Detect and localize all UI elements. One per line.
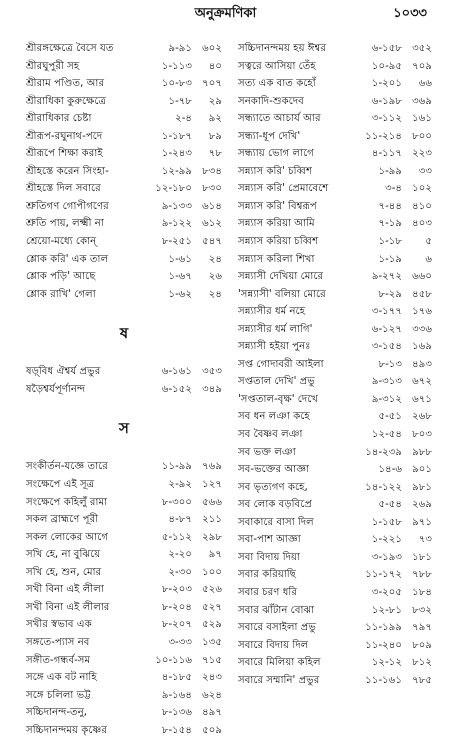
index-entry	[238, 531, 432, 549]
entry-page: ৫০৯	[202, 724, 222, 736]
entry-reference: ৮-৩০০	[161, 496, 192, 508]
index-entry	[238, 321, 432, 339]
entry-text: সন্ন্যাস করি' প্রেমাবেশে	[238, 183, 329, 195]
right-index-column	[238, 40, 432, 689]
entry-page: ৬৬০	[412, 271, 432, 283]
entry-page: ১০০	[202, 566, 222, 578]
index-entry	[26, 110, 222, 128]
entry-reference: ২-৯২	[168, 479, 192, 491]
index-entry	[238, 180, 432, 198]
entry-reference: ৯-১২২	[161, 218, 192, 230]
entry-reference: ৮-২৯	[378, 288, 402, 300]
index-entry	[26, 75, 222, 93]
index-entry	[26, 215, 222, 233]
entry-text: সন্ন্যাস করি' বিশ্বরূপ	[238, 200, 317, 212]
entry-reference: ১১-১৬১	[365, 674, 402, 686]
entry-page: ৮০৯	[412, 639, 432, 651]
entry-page: ৯৭	[208, 549, 222, 561]
entry-reference: ১০-১১৬	[155, 654, 192, 666]
entry-text: ষড়্‌বিধ ঐশ্বর্য প্রভুর	[26, 366, 101, 378]
entry-reference: ৩-৩৩	[168, 636, 192, 648]
entry-reference: ৬-১৯৮	[371, 95, 402, 107]
index-entry	[238, 426, 432, 444]
entry-reference: ৯-৯১	[168, 43, 192, 54]
entry-reference: ৮-১৩৬	[161, 707, 192, 719]
index-entry	[238, 338, 432, 356]
entry-reference: ১-২৪৩	[161, 148, 192, 160]
entry-text: শ্রীহস্তে দিল সবারে	[26, 183, 101, 195]
entry-page: ৮০৩	[412, 429, 432, 441]
entry-text: সকল ব্রাহ্মণে পূরী	[26, 514, 99, 526]
entry-text: শ্রীরঙ্গক্ষেত্রে বৈসে যত	[26, 43, 114, 54]
entry-text: সঙ্গীত-গন্ধর্ব-সম	[26, 654, 91, 666]
entry-text: ষড়ৈশ্বর্যপূর্ণানন্দ	[26, 383, 86, 395]
entry-text: সব ভক্ত লঞা	[238, 446, 296, 458]
entry-page: ২৬৮	[412, 411, 432, 423]
index-entry	[238, 215, 432, 233]
entry-reference: ১-১৮৭	[161, 130, 192, 142]
entry-reference: ৮-১৩	[378, 358, 402, 370]
section-gap	[26, 398, 222, 416]
entry-page: ৮১২	[412, 657, 432, 669]
entry-reference: ১-১১৩	[161, 60, 192, 72]
entry-reference: ৬-১৬১	[161, 366, 192, 378]
entry-text: সন্ন্যাস করি' চব্বিশ	[238, 165, 313, 177]
section-gap	[26, 346, 222, 364]
index-entry	[26, 93, 222, 111]
entry-page: ৭৩	[418, 534, 432, 546]
entry-reference: ১০-৯৫	[371, 60, 402, 72]
entry-reference: ৫-৫৪	[378, 499, 402, 511]
entry-reference: ১-১৮	[378, 236, 402, 248]
entry-reference: ৫-৫১	[378, 411, 402, 423]
entry-page: ৫২৬	[202, 584, 222, 596]
index-entry	[238, 93, 432, 111]
entry-text: সখি হে, শুন, মোর	[26, 566, 102, 578]
entry-text: শ্রীরাধিকা কুরুক্ষেত্রে	[26, 95, 106, 107]
entry-text: শ্রীরঘুপুরী সহ	[26, 60, 80, 72]
entry-page: ৯৭১	[412, 516, 432, 528]
index-entry	[238, 602, 432, 620]
entry-reference: ৮-১৫৪	[161, 724, 192, 736]
entry-text: সঙ্গে চলিলা ভট্ট	[26, 689, 91, 701]
index-entry	[26, 268, 222, 286]
index-entry	[238, 145, 432, 163]
index-entry	[26, 546, 222, 564]
index-entry	[26, 233, 222, 251]
entry-reference: ১২-১২	[371, 657, 402, 669]
entry-page: ৭০৭	[202, 78, 222, 90]
entry-reference: ১-৬৭	[168, 271, 192, 283]
entry-page: ৯০১	[412, 464, 432, 476]
entry-page: ৮৯	[208, 130, 222, 142]
index-entry	[26, 494, 222, 512]
entry-page: ৬৭১	[412, 393, 432, 405]
index-entry	[26, 599, 222, 617]
index-entry	[26, 616, 222, 634]
index-entry	[238, 163, 432, 181]
index-entry	[238, 549, 432, 567]
entry-text: সবা বিদায় দিয়া	[238, 551, 300, 563]
index-entry	[238, 514, 432, 532]
index-entry	[238, 268, 432, 286]
entry-reference: ৭-৪৪	[378, 200, 402, 212]
entry-text: সন্ন্যাস করিয়া চব্বিশ	[238, 236, 319, 248]
entry-page: ৭৬৯	[202, 461, 222, 473]
entry-page: ৭৮৮	[412, 569, 432, 581]
entry-text: শ্লোক করি' এক তাল	[26, 253, 109, 265]
entry-text: সকল লোকের আগে	[26, 531, 109, 543]
entry-page: ৫২৭	[202, 601, 222, 613]
index-entry	[26, 180, 222, 198]
entry-text: সখী বিনা এই লীলা	[26, 584, 104, 596]
entry-reference: ১-২০১	[371, 78, 402, 90]
entry-page: ৩৩	[418, 165, 432, 177]
entry-page: ৪০৩	[412, 218, 432, 230]
entry-page: ১৬৯	[412, 341, 432, 353]
entry-page: ১৬১	[412, 113, 432, 125]
entry-page: ৬	[425, 253, 432, 265]
index-entry	[238, 619, 432, 637]
section-letter: স	[119, 418, 129, 437]
entry-text: সন্ন্যাসীর ধর্ম লাগি'	[238, 323, 313, 335]
entry-text: সন্ধ্যা-ধূপ দেখি'	[238, 130, 301, 142]
entry-reference: ৯-৩১৩	[371, 376, 402, 388]
entry-reference: ৬-১২৭	[371, 323, 402, 335]
entry-text: 'সন্ন্যাসী' বলিয়া মোরে	[238, 288, 326, 300]
index-entry	[238, 373, 432, 391]
entry-page: ৭০৯	[412, 60, 432, 72]
entry-reference: ২-৪	[175, 113, 192, 125]
index-entry	[238, 251, 432, 269]
entry-reference: ১১-১৯৯	[365, 622, 402, 634]
index-entry	[238, 391, 432, 409]
page-header	[0, 4, 451, 26]
entry-page: ৬১৪	[202, 200, 222, 212]
entry-reference: ৮-২০৪	[161, 601, 192, 613]
entry-text: শ্রুতিগণ গোপীগণের	[26, 200, 109, 212]
entry-page: ৪৯৭	[202, 707, 222, 719]
entry-text: সবার ঝাঁটান বোঝা	[238, 604, 315, 616]
index-entry	[238, 637, 432, 655]
entry-text: সচ্চিদানন্দময় হয় ঈশ্বর	[238, 43, 326, 54]
entry-reference: ১১-৯৯	[161, 461, 192, 473]
entry-text: সংক্ষেপে কহিলুঁ রামা	[26, 496, 108, 508]
entry-page: ৪১০	[412, 200, 432, 212]
entry-page: ৩৬৯	[412, 95, 432, 107]
entry-reference: ১১-২৪০	[365, 639, 402, 651]
index-entry	[238, 496, 432, 514]
entry-page: ৭৮	[208, 148, 222, 160]
entry-page: ২৬	[208, 271, 222, 283]
entry-reference: ৯-১৩৩	[161, 200, 192, 212]
entry-text: সবারে মিলিয়া কহিল	[238, 657, 321, 669]
entry-page: ৬২৪	[202, 689, 222, 701]
entry-reference: ৭-১৯	[378, 218, 402, 230]
entry-reference: ১১-১৭২	[365, 569, 402, 581]
entry-page: ১৩৫	[202, 636, 222, 648]
entry-text: সন্ন্যাস করিলা শিখা	[238, 253, 315, 265]
index-entry	[238, 198, 432, 216]
entry-text: সব লোক বড়বিপ্রে	[238, 499, 312, 511]
index-entry	[238, 286, 432, 304]
entry-page: ৪০	[208, 60, 222, 72]
entry-reference: ৩-১৭৭	[371, 306, 402, 318]
entry-reference: ৪-১১৭	[371, 148, 402, 160]
entry-text: সংক্ষেপে এই সূত্র	[26, 479, 95, 491]
entry-text: শ্রীরাধিকার চেষ্টা	[26, 113, 92, 125]
entry-reference: ১-৬২	[168, 288, 192, 300]
entry-page: ১৭৬	[412, 306, 432, 318]
index-entry	[26, 669, 222, 687]
section-gap	[26, 441, 222, 459]
index-entry	[238, 408, 432, 426]
entry-page: ৩৫৩	[202, 366, 222, 378]
entry-page: ৪৯৩	[412, 358, 432, 370]
entry-text: সঙ্গতে-প্যাস নব	[26, 636, 90, 648]
index-entry	[26, 476, 222, 494]
entry-page: ৪৫৮	[412, 288, 432, 300]
index-entry	[26, 687, 222, 705]
index-entry	[26, 145, 222, 163]
index-entry	[26, 511, 222, 529]
entry-reference: ১২-৮১	[371, 604, 402, 616]
index-entry	[26, 40, 222, 58]
entry-page: ৩৫২	[412, 43, 432, 54]
entry-text: সচ্চিদানন্দময় কৃষ্ণের	[26, 724, 107, 736]
entry-text: সন্ন্যাসী হইয়া পুনঃ	[238, 341, 311, 353]
entry-page: ১৮১	[412, 551, 432, 563]
entry-reference: ৯-২৭২	[371, 271, 402, 283]
entry-reference: ১-১৯	[378, 253, 402, 265]
entry-reference: ৫-১১২	[161, 531, 192, 543]
entry-text: শ্রুতি পায়, লক্ষ্মী না	[26, 218, 104, 230]
entry-text: সব ভৃত্যগণ কহে,	[238, 481, 308, 493]
entry-text: সন্ধ্যায় ভোগ লাগে	[238, 148, 314, 160]
index-entry	[26, 652, 222, 670]
entry-text: সখী বিনা এই লীলার	[26, 601, 110, 613]
entry-reference: ৯-১৬৪	[161, 689, 192, 701]
entry-text: সন্ন্যাসীর ধর্ম নহে	[238, 306, 306, 318]
entry-text: সঙ্গে এক বট নাহি	[26, 672, 97, 684]
entry-text: শ্রীরূপে শিক্ষা করাই	[26, 148, 103, 160]
section-gap	[26, 303, 222, 321]
entry-text: সন্ধ্যাতে আচার্য আর	[238, 113, 321, 125]
entry-reference: ৩-১৯৩	[371, 551, 402, 563]
entry-text: সব-ভক্তের আজ্ঞা	[238, 464, 310, 476]
entry-reference: ১৪-২৩৯	[365, 446, 402, 458]
index-entry	[26, 363, 222, 381]
entry-page: ৮০০	[412, 130, 432, 142]
entry-reference: ৩-৪	[385, 183, 402, 195]
entry-text: সন্ন্যাস করিয়া আমি	[238, 218, 315, 230]
entry-text: সপ্ততাল দেখি' প্রভু	[238, 376, 315, 388]
index-entry	[238, 461, 432, 479]
entry-page: ৩৩৬	[412, 323, 432, 335]
entry-text: শ্লোক রাখি' গেলা	[26, 288, 96, 300]
index-entry	[26, 722, 222, 739]
entry-page: ১০২	[412, 183, 432, 195]
entry-reference: ১১-২১৪	[365, 130, 402, 142]
entry-page: ৭৯৭	[412, 622, 432, 634]
entry-text: সবারে সম্মানি' প্রভুর	[238, 674, 320, 686]
left-index-column	[26, 40, 222, 739]
index-entry	[26, 564, 222, 582]
entry-text: সবার করিয়াছি	[238, 569, 296, 581]
entry-page: ৬৬	[418, 78, 432, 90]
entry-reference: ৪-৮৭	[168, 514, 192, 526]
entry-text: সনকাদি-শুকদেব	[238, 95, 304, 107]
entry-page: ৬৭২	[412, 376, 432, 388]
entry-reference: ৪-১৮৫	[161, 672, 192, 684]
entry-reference: ১-১৫৮	[371, 516, 402, 528]
entry-text: শ্রীহস্তে করেন সিংহা-	[26, 165, 109, 177]
entry-page: ২৬৯	[412, 499, 432, 511]
entry-reference: ৬-১৫৮	[371, 43, 402, 54]
entry-page: ৮৩২	[412, 604, 432, 616]
entry-page: ৮৩০	[202, 183, 222, 195]
entry-text: সখীর স্বভাব এক	[26, 619, 92, 631]
entry-page: ৬১২	[202, 218, 222, 230]
index-entry	[238, 584, 432, 602]
entry-text: সখি হে, না বুঝিয়ে	[26, 549, 101, 561]
entry-page: ২২৩	[412, 148, 432, 160]
entry-reference: ৬-১৫২	[161, 383, 192, 395]
entry-page: ২৪৩	[202, 672, 222, 684]
entry-text: 'সপ্ততাল-বৃক্ষ' দেখে	[238, 393, 318, 405]
entry-reference: ৮-২০৩	[161, 584, 192, 596]
entry-page: ৫	[425, 236, 432, 248]
entry-text: সংকীর্তন-যজ্ঞে তারে	[26, 461, 108, 473]
entry-reference: ১৪-১২২	[365, 481, 402, 493]
entry-text: শ্রীরূপ-রঘুনাথ-পদে	[26, 130, 103, 142]
index-entry	[238, 233, 432, 251]
entry-text: শ্রেয়ো-মধ্যে কোন্	[26, 236, 97, 248]
entry-page: ৫৪৭	[202, 236, 222, 248]
entry-text: সব ধন লঞা কহে	[238, 411, 310, 423]
entry-page: ২৪	[208, 253, 222, 265]
entry-reference: ২-২০	[168, 549, 192, 561]
index-entry	[238, 110, 432, 128]
index-entry	[26, 128, 222, 146]
index-entry	[26, 198, 222, 216]
page-number: ১০৩৩	[393, 6, 427, 21]
entry-text: সত্য এক বাত কহোঁ	[238, 78, 316, 90]
entry-page: ২১১	[202, 514, 222, 526]
entry-page: ১২৭	[202, 479, 222, 491]
entry-reference: ১-৬১	[168, 253, 192, 265]
entry-reference: ৩-২০৫	[371, 586, 402, 598]
index-entry	[238, 40, 432, 58]
entry-page: ৯২	[208, 113, 222, 125]
entry-page: ৫২৯	[202, 619, 222, 631]
entry-page: ৭৮৫	[412, 674, 432, 686]
entry-text: সচ্চিদানন্দ-তনু,	[26, 707, 88, 719]
entry-reference: ১২-১৮০	[155, 183, 192, 195]
entry-reference: ১০-৮৩	[161, 78, 192, 90]
index-entry	[238, 654, 432, 672]
index-entry	[26, 704, 222, 722]
index-entry	[26, 458, 222, 476]
index-entry	[238, 672, 432, 690]
entry-reference: ৩-১১২	[371, 113, 402, 125]
entry-text: সবার চরণ ধরি	[238, 586, 297, 598]
entry-text: সবারে বিদায় দিল	[238, 639, 309, 651]
entry-text: সবারে বসাইলা প্রভু	[238, 622, 316, 634]
index-entry	[26, 251, 222, 269]
entry-text: সবা-পাশ আজ্ঞা	[238, 534, 301, 546]
index-entry	[26, 286, 222, 304]
entry-page: ৬০২	[202, 43, 222, 54]
index-entry	[26, 163, 222, 181]
index-entry	[238, 356, 432, 374]
entry-page: ১৮৪	[412, 586, 432, 598]
entry-page: ২৪	[208, 288, 222, 300]
page-title: অনুক্রমণিকা	[194, 6, 257, 21]
index-entry	[238, 479, 432, 497]
index-entry	[26, 634, 222, 652]
entry-reference: ১২-৫৪	[371, 429, 402, 441]
entry-page: ২৯৮	[202, 531, 222, 543]
entry-page: ৭১৫	[202, 654, 222, 666]
index-entry	[26, 381, 222, 399]
entry-reference: ১-৭৮	[168, 95, 192, 107]
entry-reference: ১-৯৯	[378, 165, 402, 177]
entry-reference: ৮-২৫১	[161, 236, 192, 248]
index-entry	[238, 58, 432, 76]
entry-reference: ১৪-৬	[378, 464, 402, 476]
entry-text: সব বৈষ্ণব লঞা	[238, 429, 303, 441]
entry-page: ৩৪৯	[202, 383, 222, 395]
entry-reference: ৮-২০৭	[161, 619, 192, 631]
entry-reference: ৯-৩১২	[371, 393, 402, 405]
entry-text: সবাকারে বাসা দিল	[238, 516, 314, 528]
entry-page: ২৯	[208, 95, 222, 107]
entry-text: শ্রীরাম পণ্ডিত, আর	[26, 78, 105, 90]
index-entry	[238, 75, 432, 93]
index-entry	[26, 529, 222, 547]
index-entry	[238, 303, 432, 321]
index-entry	[26, 58, 222, 76]
entry-reference: ৩-১৫৪	[371, 341, 402, 353]
entry-page: ৫৬৬	[202, 496, 222, 508]
section-letter: ষ	[119, 323, 129, 342]
entry-page: ৯৮১	[412, 481, 432, 493]
entry-reference: ১-২২১	[371, 534, 402, 546]
index-entry	[26, 581, 222, 599]
index-entry	[238, 128, 432, 146]
entry-text: সন্ন্যাসী দেখিয়া মোরে	[238, 271, 324, 283]
entry-page: ৯৮৮	[412, 446, 432, 458]
entry-text: শ্লোক পড়ি' আছে	[26, 271, 96, 283]
entry-reference: ১২-৯৯	[161, 165, 192, 177]
entry-page: ৮৩৪	[202, 165, 222, 177]
entry-text: সত্বরে আসিয়া তেঁহ	[238, 60, 316, 72]
entry-reference: ২-৩০	[168, 566, 192, 578]
index-entry	[238, 566, 432, 584]
index-entry	[238, 444, 432, 462]
entry-text: সপ্ত গোদাবরী আইলা	[238, 358, 324, 370]
